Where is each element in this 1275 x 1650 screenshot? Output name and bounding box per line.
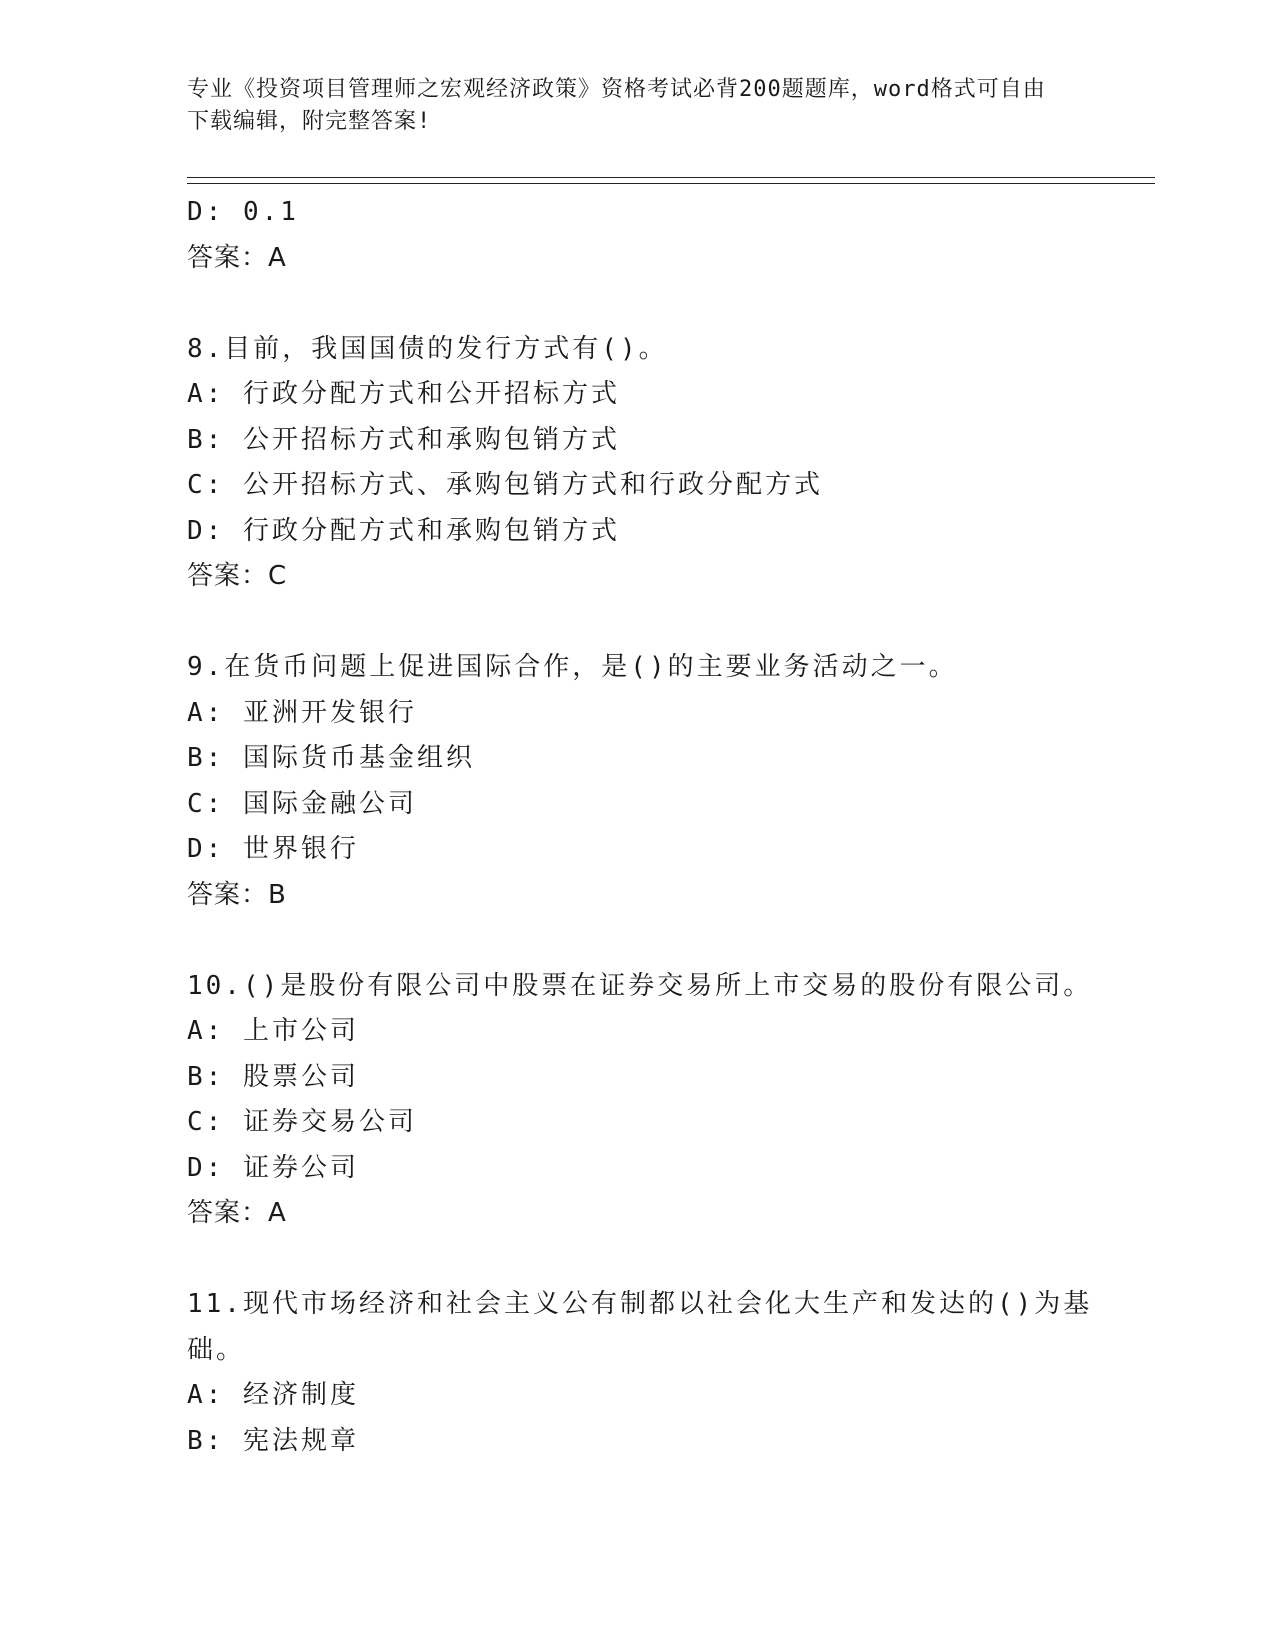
option-b: B: 公开招标方式和承购包销方式: [187, 424, 620, 455]
question-block: [187, 327, 1087, 600]
question-stem: 9.在货币问题上促进国际合作，是()的主要业务活动之一。: [187, 652, 958, 682]
spacer: [187, 1237, 1087, 1283]
option-a: A: 亚洲开发银行: [187, 697, 417, 728]
header-rule-bottom: [187, 183, 1155, 184]
option-a: A: 行政分配方式和公开招标方式: [187, 379, 620, 409]
option-c: C: 公开招标方式、承购包销方式和行政分配方式: [187, 470, 823, 500]
option-d: D: 行政分配方式和承购包销方式: [187, 515, 620, 546]
option-d: D: 证券公司: [187, 1152, 359, 1183]
question-stem: 8.目前，我国国债的发行方式有()。: [187, 333, 668, 364]
option-b: B: 宪法规章: [187, 1425, 359, 1456]
page-header: 专业《投资项目管理师之宏观经济政策》资格考试必背200题题库，word格式可自由下载编辑，附完整答案!: [187, 77, 1046, 134]
option-c: C: 国际金融公司: [187, 788, 417, 819]
question-list: [187, 190, 1093, 1464]
question-stem: 11.现代市场经济和社会主义公有制都以社会化大生产和发达的()为基: [187, 1289, 1093, 1319]
question-stem-continuation: 础。: [187, 1334, 246, 1365]
option-d: D: 世界银行: [187, 834, 359, 864]
question-stem: 10.()是股份有限公司中股票在证券交易所上市交易的股份有限公司。: [187, 970, 1093, 1001]
answer-line: 答案：A: [187, 1198, 287, 1228]
spacer: [187, 918, 1087, 964]
spacer: [187, 600, 1087, 646]
option-b: B: 股票公司: [187, 1061, 359, 1092]
option-a: A: 上市公司: [187, 1016, 359, 1046]
question-block: [187, 964, 1093, 1237]
option-c: C: 证券交易公司: [187, 1107, 417, 1137]
answer-line: 答案：C: [187, 561, 288, 591]
answer-line: 答案：A: [187, 242, 287, 273]
spacer: [187, 281, 1087, 327]
option-a: A: 经济制度: [187, 1380, 359, 1410]
question-block: [187, 1282, 1093, 1464]
option-d: D: 0.1: [187, 197, 299, 227]
option-b: B: 国际货币基金组织: [187, 743, 475, 773]
question-block: [187, 645, 1087, 918]
header-rule-top: [187, 177, 1155, 178]
answer-line: 答案：B: [187, 879, 287, 910]
